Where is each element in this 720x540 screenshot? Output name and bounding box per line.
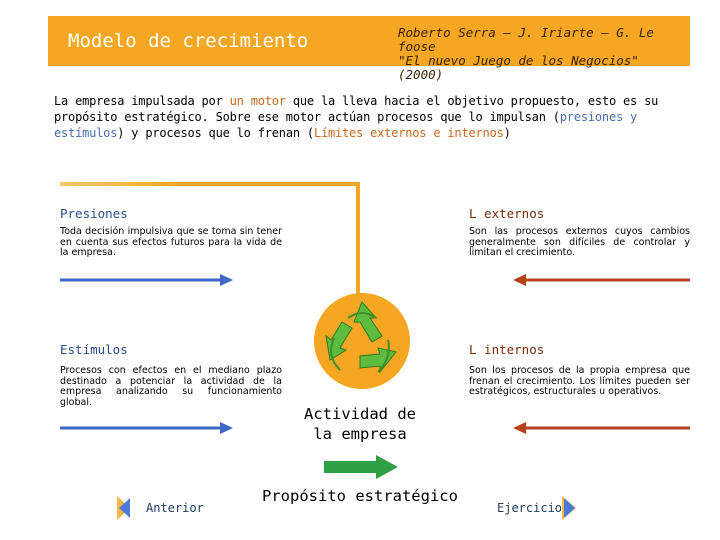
intro-text: La empresa impulsada por — [54, 94, 230, 108]
estimulos-title: Estímulos — [60, 342, 128, 357]
intro-text: ) — [503, 126, 511, 140]
l-externos-text: Son las procesos externos cuyos cambios generalmente son difíciles de controlar y limitan el crecimiento. — [469, 226, 690, 258]
presiones-title: Presiones — [60, 206, 128, 221]
credit-book: "El nuevo Juego de los Negocios" (2000) — [398, 53, 639, 82]
purpose-arrow — [324, 455, 398, 479]
center-label-line2: la empresa — [313, 425, 407, 443]
center-label-line1: Actividad de — [304, 405, 416, 423]
l-internos-arrow — [513, 422, 690, 434]
intro-text: ) y procesos que lo frenan ( — [117, 126, 314, 140]
estimulos-text: Procesos con efectos en el mediano plazo destinado a potenciar la actividad de la empresa analizando su funcionamiento global. — [60, 365, 282, 408]
intro-highlight-limites: Límites externos e internos — [313, 126, 504, 140]
prev-button[interactable]: Anterior — [146, 501, 204, 515]
intro-highlight-motor: un motor — [229, 94, 286, 108]
credit-authors: Roberto Serra – J. Iriarte – G. Le foose — [398, 25, 654, 54]
arrow-right-icon[interactable] — [562, 496, 576, 520]
next-button[interactable]: Ejercicio — [497, 501, 563, 515]
l-externos-arrow — [513, 274, 690, 286]
recycle-icon — [314, 293, 410, 389]
estimulos-arrow — [60, 422, 233, 434]
intro-text: que la lleva hacia el objetivo propuesto, esto es su propósito estratégico. Sobre ese motor actúan procesos que lo impulsan ( — [54, 94, 659, 124]
l-internos-text: Son los procesos de la propia empresa que frenan el crecimiento. Los límites pueden ser estratégicos, estructurales u operativos. — [469, 365, 690, 397]
intro-highlight-presiones: presiones y estímulos — [54, 110, 638, 140]
arrow-left-icon[interactable] — [117, 496, 130, 520]
purpose-label: Propósito estratégico — [262, 487, 458, 505]
l-internos-title: L internos — [469, 342, 545, 357]
presiones-text: Toda decisión impulsiva que se toma sin tener en cuenta sus efectos futuros para la vida de la empresa. — [60, 226, 282, 258]
l-externos-title: L externos — [469, 206, 545, 221]
center-label — [290, 404, 430, 444]
page-title: Modelo de crecimiento — [68, 30, 309, 52]
presiones-arrow — [60, 274, 233, 286]
